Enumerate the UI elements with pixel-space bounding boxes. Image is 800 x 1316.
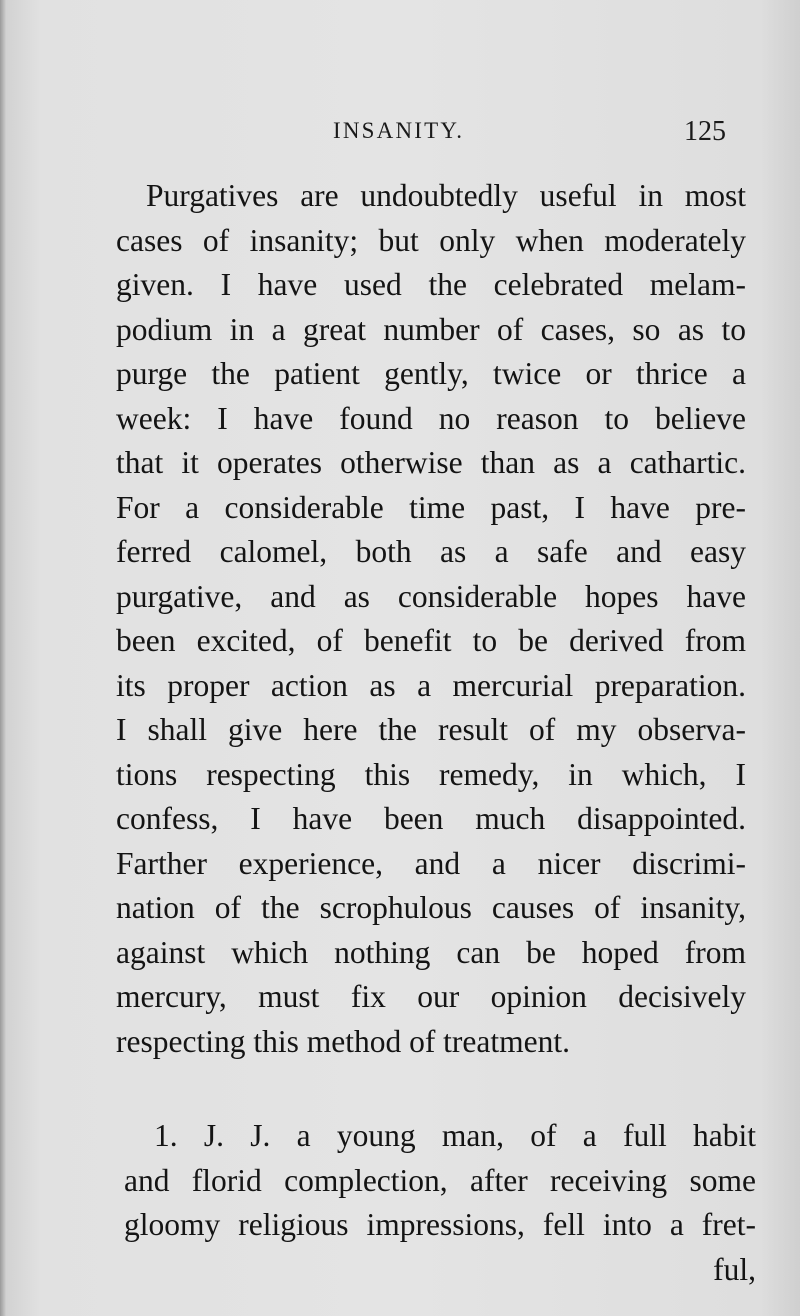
text-line: Farther experience, and a nicer discrimi- xyxy=(116,845,746,881)
text-line: gloomy religious impressions, fell into a fret- xyxy=(124,1207,756,1242)
text-line: ferred calomel, both as a safe and easy xyxy=(116,534,746,569)
text-line: respecting this method of treatment. xyxy=(116,1023,570,1059)
text-line: given. I have used the celebrated melam- xyxy=(116,267,746,302)
text-line: and florid complection, after receiving some xyxy=(124,1162,756,1198)
text-line: podium in a great number of cases, so as to xyxy=(116,311,746,347)
text-line: mercury, must fix our opinion decisively xyxy=(116,979,746,1014)
text-line: For a considerable time past, I have pre- xyxy=(116,489,746,525)
paragraph-case-1 xyxy=(124,1114,756,1292)
text-line: confess, I have been much disappointed. xyxy=(116,801,746,836)
text-line: cases of insanity; but only when moderately xyxy=(116,222,746,258)
text-line: nation of the scrophulous causes of insanity, xyxy=(116,890,746,925)
text-line: 1. J. J. a young man, of a full habit xyxy=(154,1118,756,1153)
page-edge-shadow xyxy=(0,0,6,1316)
running-head: INSANITY. xyxy=(333,118,465,143)
text-line: against which nothing can be hoped from xyxy=(116,934,746,970)
text-line: I shall give here the result of my observa- xyxy=(116,712,746,747)
text-line: that it operates otherwise than as a cathartic. xyxy=(116,445,746,480)
page-header xyxy=(0,112,800,152)
catchword: ful, xyxy=(713,1251,756,1287)
text-line: its proper action as a mercurial preparation. xyxy=(116,667,746,703)
text-line: tions respecting this remedy, in which, I xyxy=(116,756,746,792)
text-line: Purgatives are undoubtedly useful in most xyxy=(146,178,746,213)
text-line: been excited, of benefit to be derived from xyxy=(116,623,746,658)
paragraph-purgatives xyxy=(116,174,746,1064)
text-line: purge the patient gently, twice or thrice a xyxy=(116,356,746,391)
page-number: 125 xyxy=(684,116,726,147)
text-line: week: I have found no reason to believe xyxy=(116,400,746,436)
text-line: purgative, and as considerable hopes have xyxy=(116,578,746,614)
